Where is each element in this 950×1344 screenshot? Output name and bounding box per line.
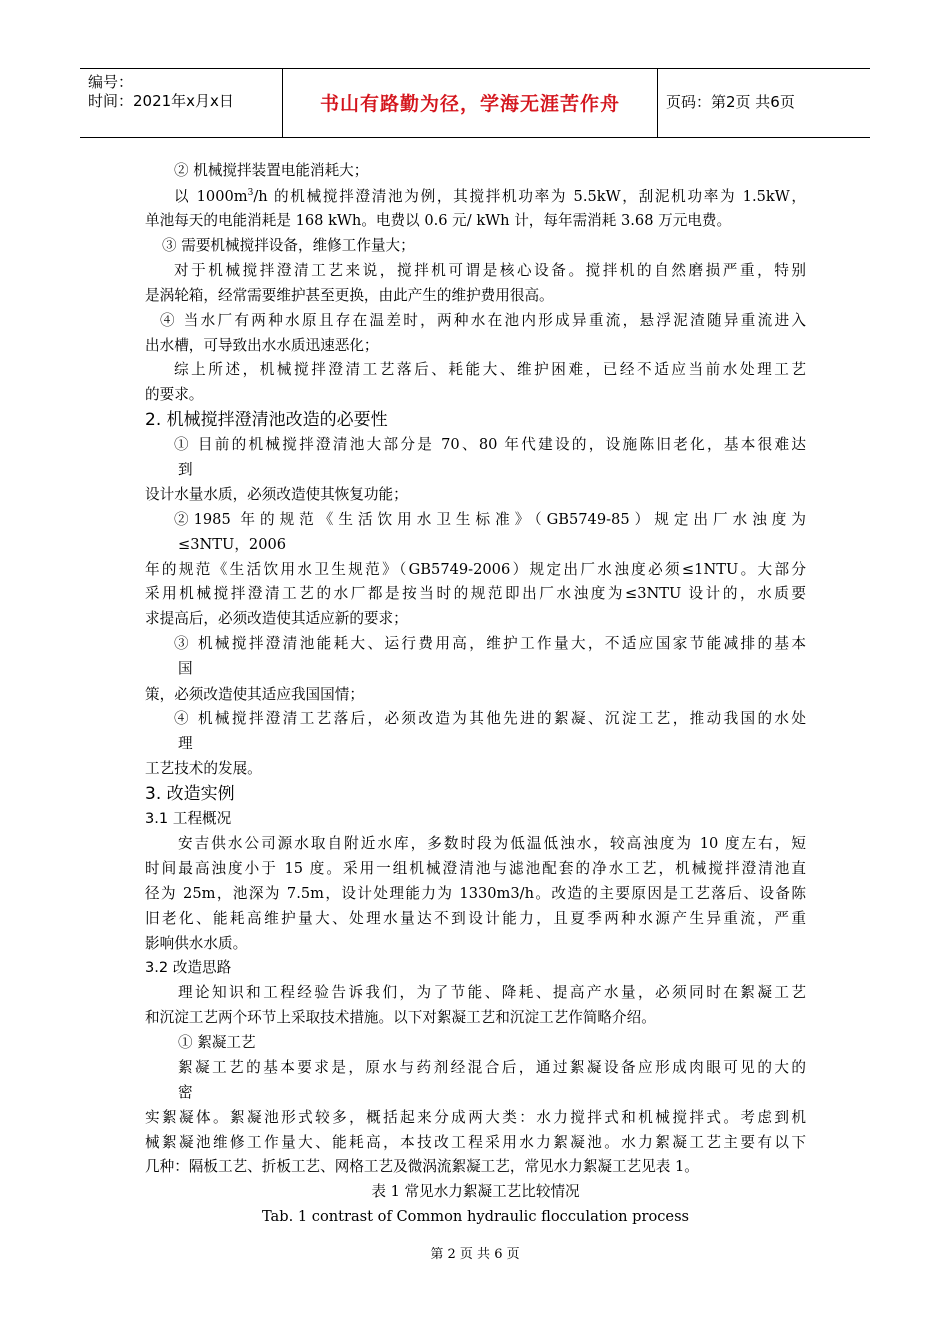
body-line: 出水槽，可导致出水水质迅速恶化； xyxy=(145,337,379,354)
table-caption-cn: 表 1 常见水力絮凝工艺比较情况 xyxy=(371,1183,580,1200)
body-line: 的要求。 xyxy=(145,386,204,403)
page-footer: 第 2 页 共 6 页 xyxy=(430,1247,520,1262)
body-line: ③ 需要机械搅拌设备，维修工作量大； xyxy=(162,237,415,254)
body-line: 是涡轮箱，经常需要维护甚至更换，由此产生的维护费用很高。 xyxy=(145,287,554,304)
body-line: 以 $1000m^3/h$ 的机械搅拌澄清池为例，其搅拌机功率为 5.5kW，刮泥机功率为 1.5kW， xyxy=(174,188,806,205)
body-line: 单池每天的电能消耗是 168 kWh。电费以 0.6 元/ kWh 计，每年需消耗 3.68 万元电费。 xyxy=(145,212,732,229)
header-page-label: 页码：第2页 共6页 xyxy=(666,93,795,111)
body-line: 采用机械搅拌澄清工艺的水厂都是按当时的规范即出厂水浊度为≤3NTU 设计的，水质要 xyxy=(145,585,806,602)
body-line: 和沉淀工艺两个环节上采取技术措施。以下对絮凝工艺和沉淀工艺作简略介绍。 xyxy=(145,1009,656,1026)
header-meta-cell xyxy=(80,69,283,137)
body-line: 影响供水水质。 xyxy=(145,935,248,952)
body-line: 时间最高浊度小于 15 度。采用一组机械澄清池与滤池配套的净水工艺，机械搅拌澄清池直 xyxy=(145,860,806,877)
body-line: 国 xyxy=(178,660,193,677)
body-line: ① 目前的机械搅拌澄清池大部分是 70、80 年代建设的，设施陈旧老化，基本很难达 xyxy=(174,436,806,453)
body-line: 旧老化、能耗高维护量大、处理水量达不到设计能力，且夏季两种水源产生异重流，严重 xyxy=(145,910,806,927)
section-heading: 2. 机械搅拌澄清池改造的必要性 xyxy=(145,410,388,430)
body-line: ④ 机械搅拌澄清工艺落后，必须改造为其他先进的絮凝、沉淀工艺，推动我国的水处 xyxy=(174,710,806,727)
body-line: 密 xyxy=(178,1084,193,1101)
body-line: ②1985 年的规范《生活饮用水卫生标准》（GB5749-85）规定出厂水浊度为 xyxy=(174,511,806,528)
header-motto: 书山有路勤为径，学海无涯苦作舟 xyxy=(319,93,620,115)
body-line: 求提高后，必须改造使其适应新的要求； xyxy=(145,610,408,627)
section-heading: 3. 改造实例 xyxy=(145,784,235,804)
doc-number-label: 编号： xyxy=(88,73,134,91)
body-line: 工艺技术的发展。 xyxy=(145,760,262,777)
table-caption-en: Tab. 1 contrast of Common hydraulic flocculation process xyxy=(261,1208,690,1225)
subsection-heading: 3.1 工程概况 xyxy=(145,810,232,827)
body-line: 理论知识和工程经验告诉我们，为了节能、降耗、提高产水量，必须同时在絮凝工艺 xyxy=(178,984,806,1001)
body-line: ④ 当水厂有两种水原且存在温差时，两种水在池内形成异重流，悬浮泥渣随异重流进入 xyxy=(160,312,806,329)
body-line: 理 xyxy=(178,735,193,752)
body-line: 径为 25m，池深为 7.5m，设计处理能力为 1330m3/h。改造的主要原因是工艺落后、设备陈 xyxy=(145,885,806,902)
doc-date-label: 时间：2021年x月x日 xyxy=(88,92,234,110)
body-line: 械絮凝池维修工作量大、能耗高，本技改工程采用水力絮凝池。水力絮凝工艺主要有以下 xyxy=(145,1134,806,1151)
body-line: ≤3NTU，2006 xyxy=(178,536,287,553)
body-line: 设计水量水质，必须改造使其恢复功能； xyxy=(145,486,408,503)
page-header xyxy=(80,68,870,138)
body-line: 年的规范《生活饮用水卫生规范》（GB5749-2006）规定出厂水浊度必须≤1NTU。大部分 xyxy=(145,561,806,578)
body-line: 到 xyxy=(178,461,193,478)
body-line: 策，必须改造使其适应我国国情； xyxy=(145,686,364,703)
body-line: 絮凝工艺的基本要求是，原水与药剂经混合后，通过絮凝设备应形成肉眼可见的大的 xyxy=(178,1059,806,1076)
header-page-cell xyxy=(658,69,870,137)
body-line: 对于机械搅拌澄清工艺来说，搅拌机可谓是核心设备。搅拌机的自然磨损严重，特别 xyxy=(174,262,806,279)
body-line: 几种：隔板工艺、折板工艺、网格工艺及微涡流絮凝工艺，常见水力絮凝工艺见表 1。 xyxy=(145,1158,699,1175)
body-line: ① 絮凝工艺 xyxy=(178,1034,256,1051)
header-motto-cell xyxy=(283,69,658,137)
body-line: ③ 机械搅拌澄清池能耗大、运行费用高，维护工作量大，不适应国家节能减排的基本 xyxy=(174,635,806,652)
body-line: 综上所述，机械搅拌澄清工艺落后、耗能大、维护困难，已经不适应当前水处理工艺 xyxy=(174,361,806,378)
body-line: 实絮凝体。絮凝池形式较多，概括起来分成两大类：水力搅拌式和机械搅拌式。考虑到机 xyxy=(145,1109,806,1126)
body-line: ② 机械搅拌装置电能消耗大； xyxy=(174,162,369,179)
subsection-heading: 3.2 改造思路 xyxy=(145,959,232,976)
body-line: 安吉供水公司源水取自附近水库，多数时段为低温低浊水，较高浊度为 10 度左右，短 xyxy=(178,835,806,852)
